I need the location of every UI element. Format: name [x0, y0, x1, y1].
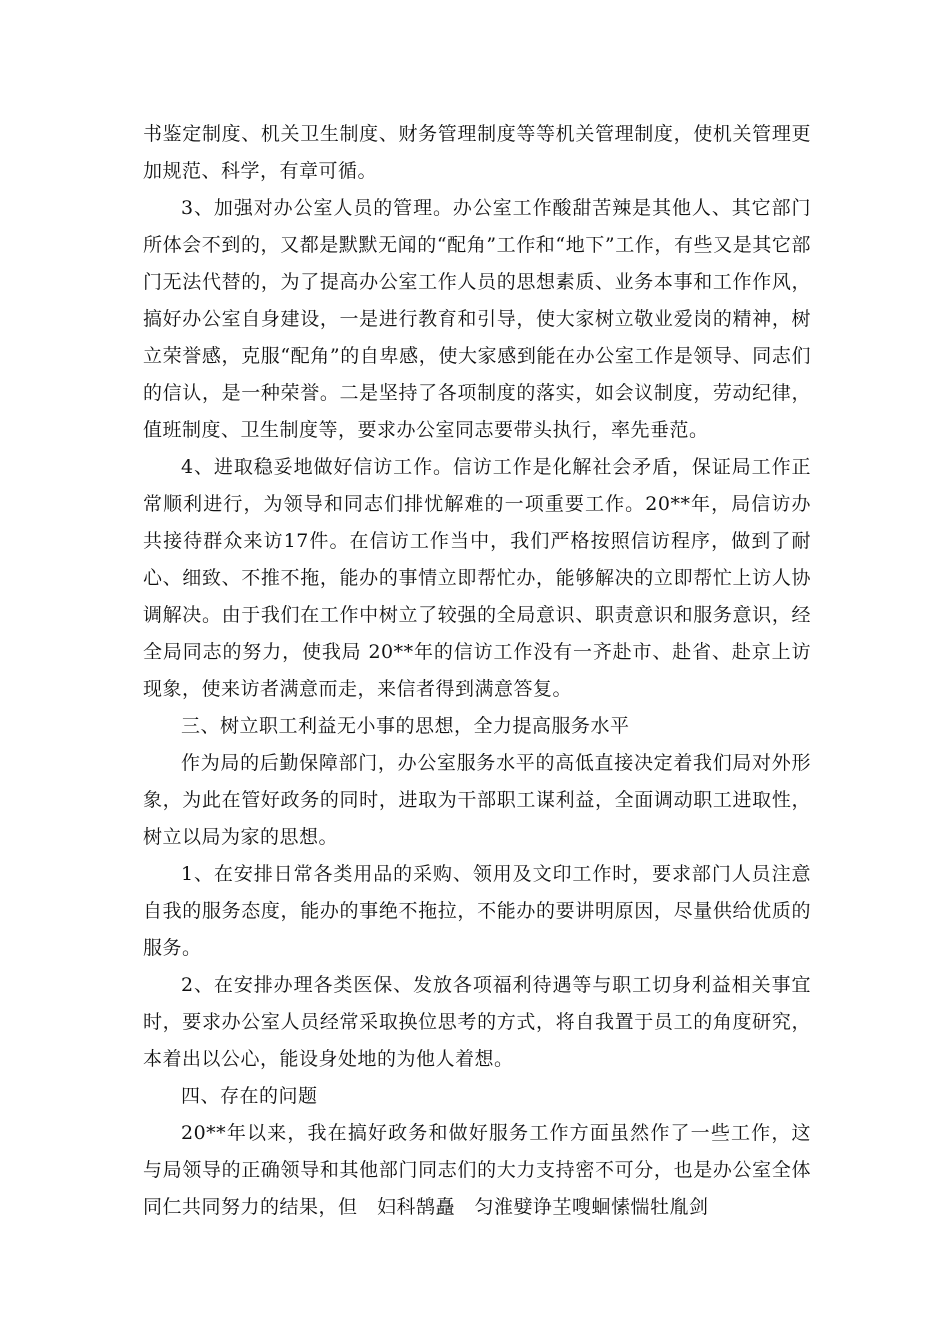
paragraph: 作为局的后勤保障部门，办公室服务水平的高低直接决定着我们局对外形象，为此在管好政务的同时，进取为干部职工谋利益，全面调动职工进取性，树立以局为家的思想。 — [143, 752, 811, 848]
paragraph: 4、进取稳妥地做好信访工作。信访工作是化解社会矛盾，保证局工作正常顺利进行，为领导和同志们排忧解难的一项重要工作。20**年，局信访办共接待群众来访17件。在信访工作当中，我们严格按照信访程序，做到了耐心、细致、不推不拖，能办的事情立即帮忙办，能够解决的立即帮忙上访人协调解决。由于我们在工作中树立了较强的全局意识、职责意识和服务意识，经全局同志的努力，使我局 20**年的信访工作没有一齐赴市、赴省、赴京上访现象，使来访者满意而走，来信者得到满意答复。 — [143, 456, 811, 700]
section-heading: 三、树立职工利益无小事的思想，全力提高服务水平 — [181, 715, 630, 737]
document-body — [143, 116, 811, 1226]
section-heading: 四、存在的问题 — [181, 1085, 318, 1107]
paragraph: 1、在安排日常各类用品的采购、领用及文印工作时，要求部门人员注意自我的服务态度，能办的事绝不拖拉，不能办的要讲明原因，尽量供给优质的服务。 — [143, 863, 811, 959]
paragraph: 3、加强对办公室人员的管理。办公室工作酸甜苦辣是其他人、其它部门所体会不到的，又都是默默无闻的“配角”工作和“地下”工作，有些又是其它部门无法代替的，为了提高办公室工作人员的思想素质、业务本事和工作作风，搞好办公室自身建设，一是进行教育和引导，使大家树立敬业爱岗的精神，树立荣誉感，克服“配角”的自卑感，使大家感到能在办公室工作是领导、同志们的信认，是一种荣誉。二是坚持了各项制度的落实，如会议制度，劳动纪律，值班制度、卫生制度等，要求办公室同志要带头执行，率先垂范。 — [143, 197, 811, 441]
paragraph: 2、在安排办理各类医保、发放各项福利待遇等与职工切身利益相关事宜时，要求办公室人员经常采取换位思考的方式，将自我置于员工的角度研究，本着出以公心，能设身处地的为他人着想。 — [143, 974, 811, 1070]
paragraph: 20**年以来，我在搞好政务和做好服务工作方面虽然作了一些工作，这与局领导的正确领导和其他部门同志们的大力支持密不可分，也是办公室全体同仁共同努力的结果，但 妇科鹄矗 匀淮嬖诤芏嗖蛔愫惴牡胤剑 — [143, 1122, 811, 1218]
paragraph: 书鉴定制度、机关卫生制度、财务管理制度等等机关管理制度，使机关管理更加规范、科学，有章可循。 — [143, 123, 811, 182]
